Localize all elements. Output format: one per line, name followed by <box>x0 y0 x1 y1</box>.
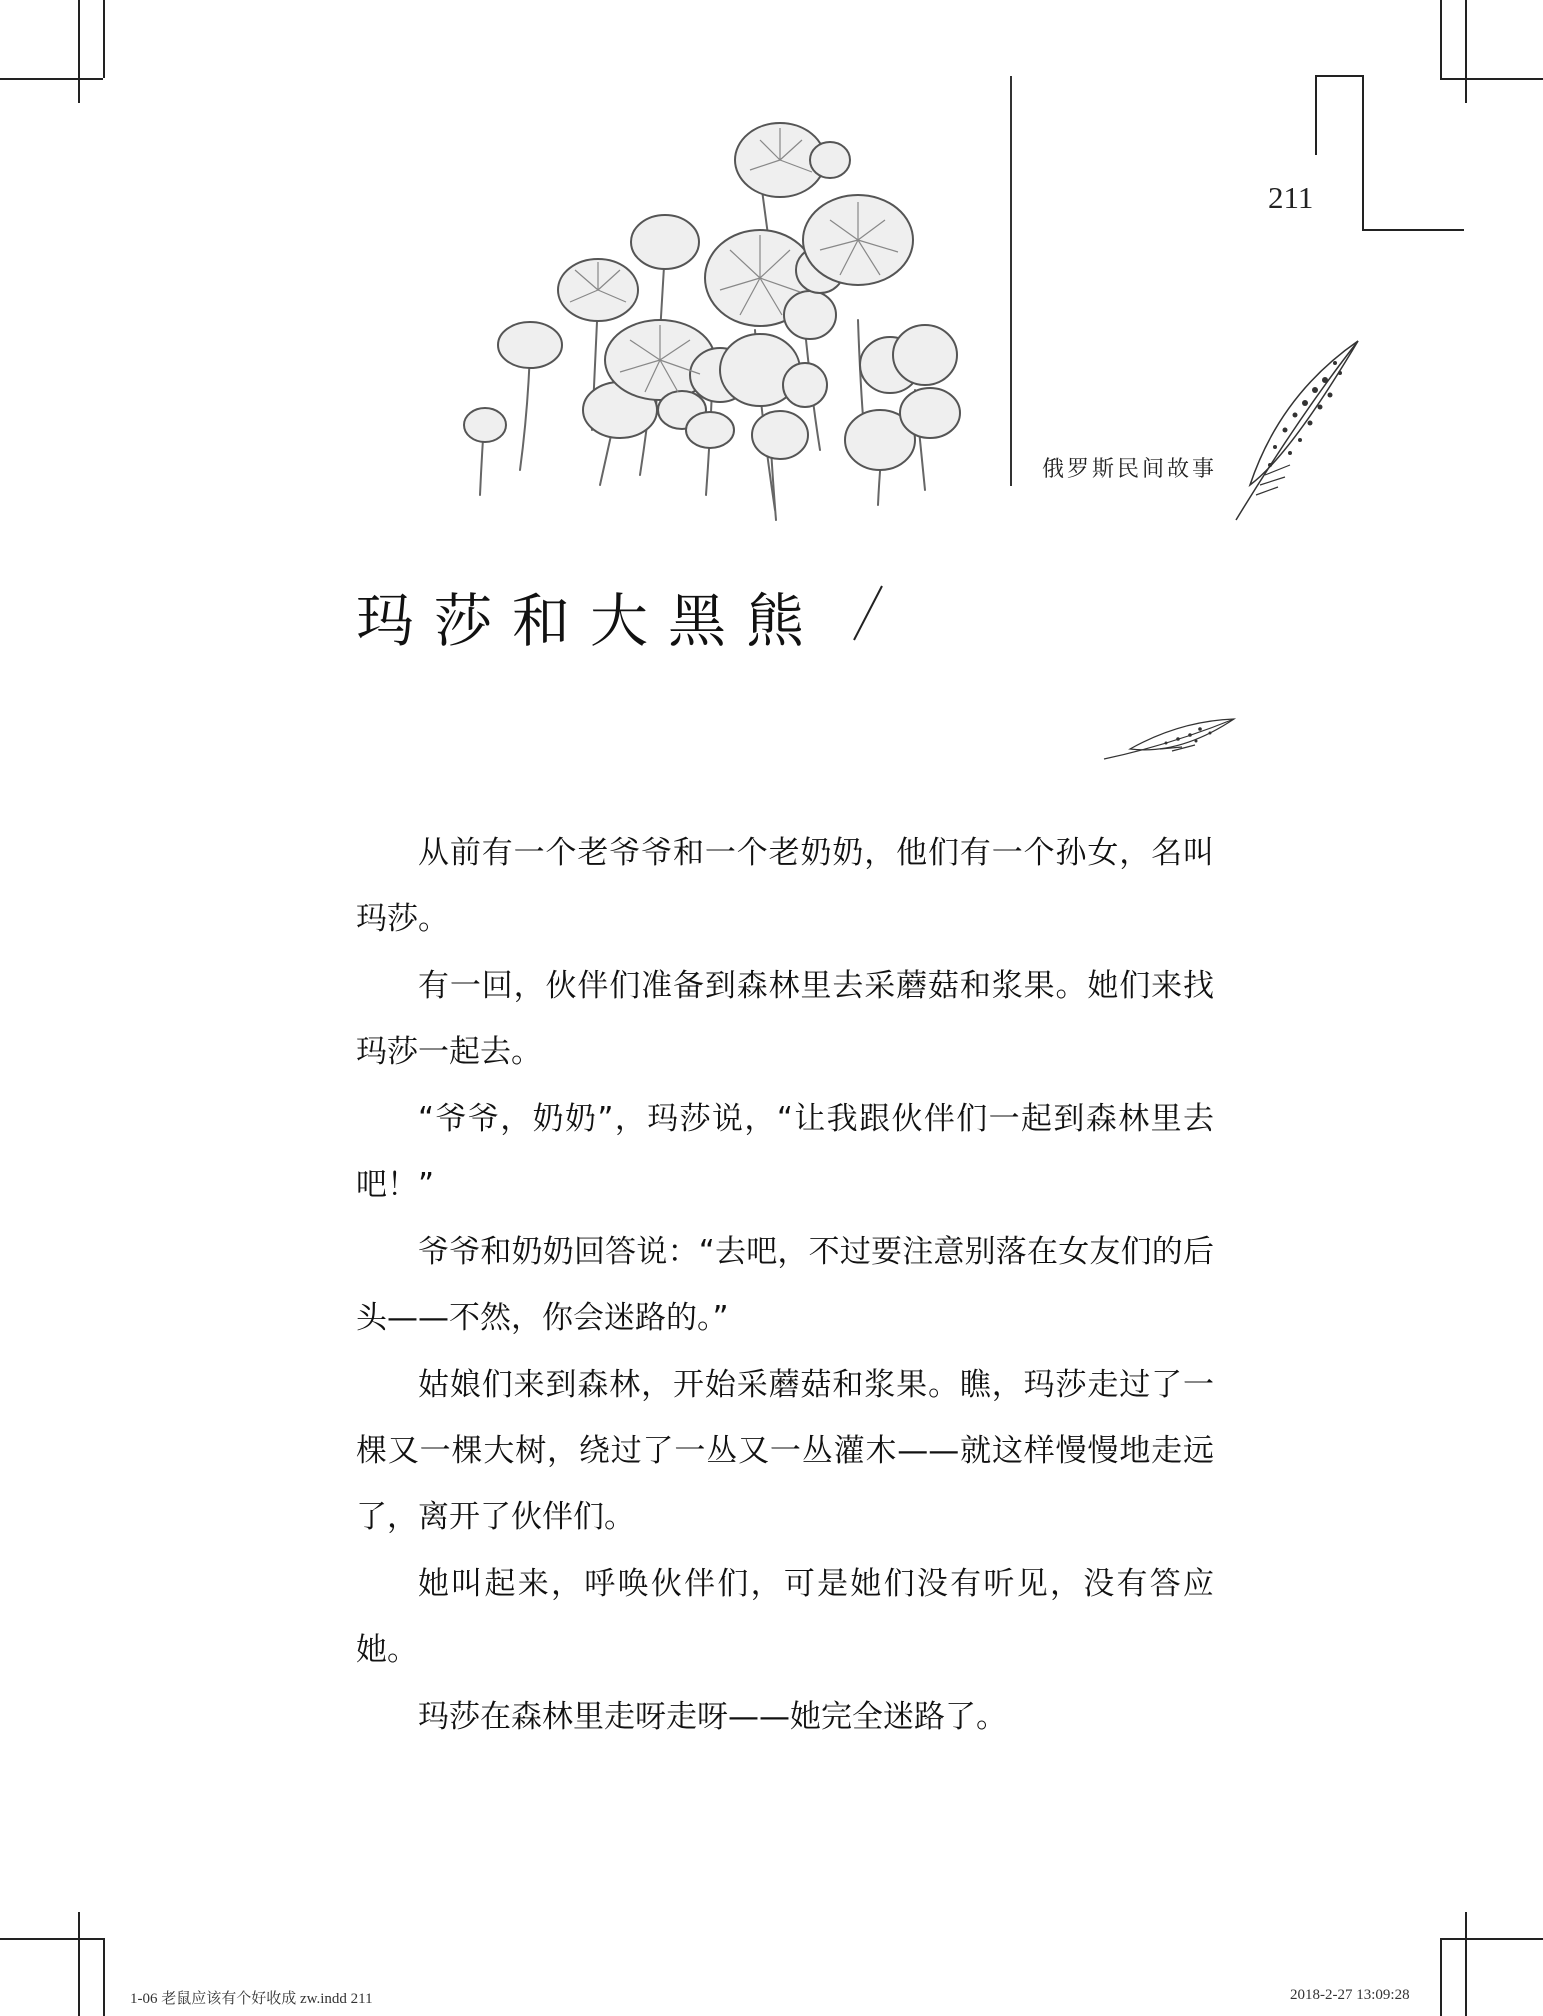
small-feather-icon <box>1100 715 1240 765</box>
crop-mark-header-h2 <box>1362 229 1464 231</box>
story-title: 玛莎和大黑熊 <box>356 587 825 655</box>
paragraph: 有一回，伙伴们准备到森林里去采蘑菇和浆果。她们来找玛莎一起去。 <box>356 968 1214 1070</box>
feather-icon <box>1230 335 1370 525</box>
paragraph: 从前有一个老爷爷和一个老奶奶，他们有一个孙女，名叫玛莎。 <box>356 835 1214 937</box>
page-number: 211 <box>1268 180 1314 215</box>
crop-mark-top-left-v2 <box>103 0 105 78</box>
crop-mark-top-right-v2 <box>1440 0 1442 78</box>
story-body <box>356 820 1214 1751</box>
crop-mark-header-v2 <box>1362 75 1364 230</box>
crop-mark-top-left-h <box>0 78 103 80</box>
crop-mark-bottom-right-h <box>1440 1938 1543 1940</box>
section-label: 俄罗斯民间故事 <box>1042 457 1218 482</box>
flower-illustration <box>460 110 980 530</box>
crop-mark-top-right-h <box>1440 78 1543 80</box>
crop-mark-top-left-v <box>78 0 80 103</box>
crop-mark-bottom-left-v2 <box>103 1938 105 2016</box>
paragraph: “爷爷，奶奶”，玛莎说，“让我跟伙伴们一起到森林里去吧！” <box>356 1101 1214 1203</box>
paragraph: 她叫起来，呼唤伙伴们，可是她们没有听见，没有答应她。 <box>356 1566 1214 1668</box>
paragraph: 姑娘们来到森林，开始采蘑菇和浆果。瞧，玛莎走过了一棵又一棵大树，绕过了一丛又一丛灌木——就这样慢慢地走远了，离开了伙伴们。 <box>356 1367 1214 1535</box>
crop-mark-top-right-v <box>1465 0 1467 103</box>
crop-mark-header-v <box>1315 75 1317 155</box>
crop-mark-bottom-left-h <box>0 1938 103 1940</box>
paragraph: 爷爷和奶奶回答说：“去吧，不过要注意别落在女友们的后头——不然，你会迷路的。” <box>356 1234 1214 1336</box>
title-slash-ornament <box>848 582 888 644</box>
crop-mark-bottom-right-v2 <box>1440 1938 1442 2016</box>
footer-timestamp: 2018-2-27 13:09:28 <box>1290 1987 1410 2003</box>
footer-file-info: 1-06 老鼠应该有个好收成 zw.indd 211 <box>130 1991 373 2007</box>
header-vertical-rule <box>1010 76 1012 486</box>
crop-mark-bottom-right-v <box>1465 1912 1467 2016</box>
crop-mark-bottom-left-v <box>78 1912 80 2016</box>
paragraph: 玛莎在森林里走呀走呀——她完全迷路了。 <box>418 1699 1007 1735</box>
crop-mark-header-h <box>1315 75 1363 77</box>
